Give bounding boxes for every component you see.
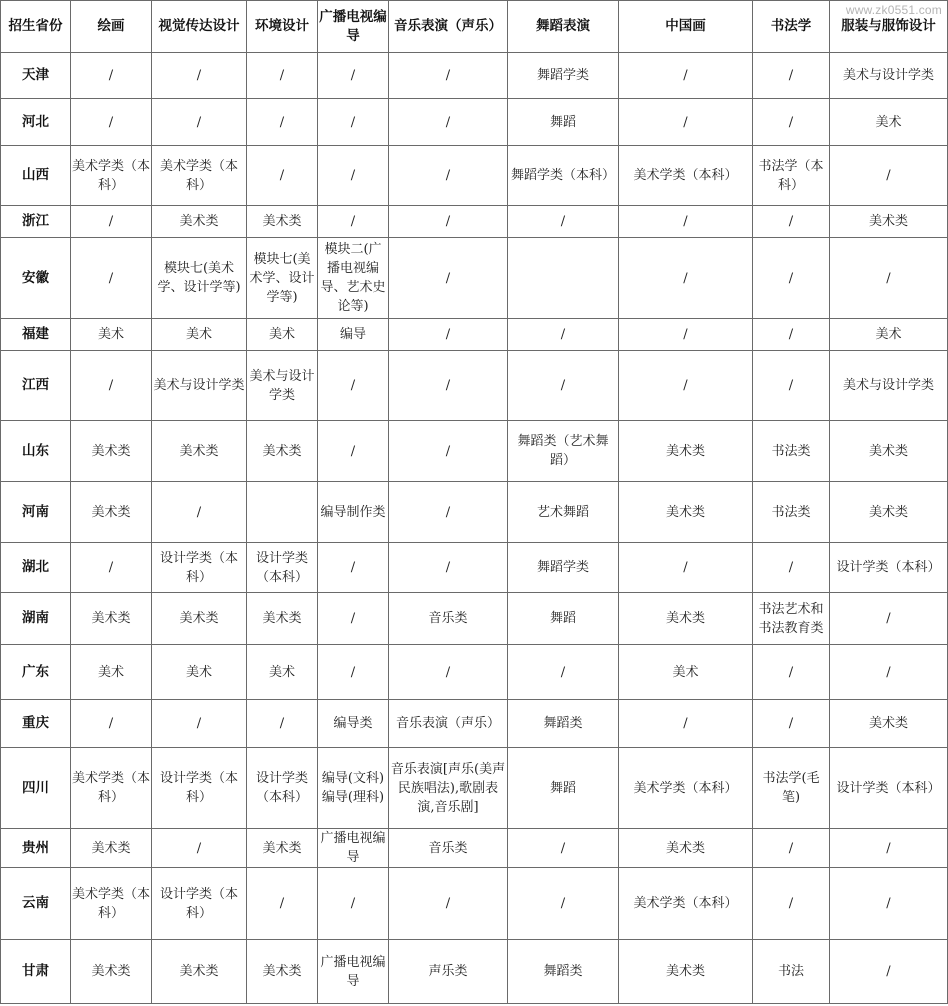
table-cell: 书法类 xyxy=(753,421,830,482)
table-cell: / xyxy=(508,868,619,940)
table-cell: 美术类 xyxy=(619,482,753,543)
table-row xyxy=(1,238,948,319)
table-cell: 美术学类（本科） xyxy=(619,868,753,940)
table-cell: 书法学（本科） xyxy=(753,146,830,206)
table-row xyxy=(1,99,948,146)
table-cell: / xyxy=(753,829,830,868)
table-cell: / xyxy=(830,868,948,940)
table-cell: 美术类 xyxy=(247,206,318,238)
header-row xyxy=(1,1,948,53)
table-cell: / xyxy=(508,645,619,700)
column-header: 招生省份 xyxy=(1,1,71,53)
table-cell: 美术学类（本科） xyxy=(152,146,247,206)
table-cell: / xyxy=(619,99,753,146)
table-cell: 美术类 xyxy=(71,482,152,543)
table-cell: 舞蹈类 xyxy=(508,940,619,1004)
table-cell: / xyxy=(318,351,389,421)
table-cell: / xyxy=(753,543,830,593)
table-cell: / xyxy=(389,421,508,482)
table-cell: / xyxy=(152,482,247,543)
table-cell: 书法艺术和书法教育类 xyxy=(753,593,830,645)
table-cell: 舞蹈 xyxy=(508,748,619,829)
table-cell: 美术 xyxy=(830,99,948,146)
table-cell: / xyxy=(71,543,152,593)
province-cell: 贵州 xyxy=(1,829,71,868)
table-cell: / xyxy=(247,99,318,146)
table-cell: 模块七(美术学、设计学等) xyxy=(152,238,247,319)
table-cell: / xyxy=(619,543,753,593)
table-cell: 设计学类（本科） xyxy=(247,543,318,593)
table-cell: 美术 xyxy=(71,645,152,700)
table-cell: 美术类 xyxy=(619,593,753,645)
table-row xyxy=(1,748,948,829)
table-cell: 美术 xyxy=(152,645,247,700)
table-cell: / xyxy=(318,593,389,645)
table-cell: / xyxy=(753,351,830,421)
province-cell: 浙江 xyxy=(1,206,71,238)
table-row xyxy=(1,482,948,543)
table-cell: / xyxy=(619,238,753,319)
table-cell: / xyxy=(389,53,508,99)
table-cell: 美术类 xyxy=(71,940,152,1004)
table-cell: / xyxy=(152,829,247,868)
table-cell: 编导类 xyxy=(318,700,389,748)
table-row xyxy=(1,700,948,748)
table-cell: 美术 xyxy=(247,645,318,700)
column-header: 广播电视编导 xyxy=(318,1,389,53)
table-cell: / xyxy=(619,206,753,238)
table-cell: 美术 xyxy=(152,319,247,351)
table-cell: / xyxy=(830,146,948,206)
table-cell: 舞蹈学类 xyxy=(508,543,619,593)
table-cell: 广播电视编导 xyxy=(318,940,389,1004)
table-cell: 舞蹈 xyxy=(508,593,619,645)
table-cell: 设计学类（本科） xyxy=(247,748,318,829)
table-cell: / xyxy=(830,645,948,700)
province-cell: 湖北 xyxy=(1,543,71,593)
table-cell: 美术 xyxy=(619,645,753,700)
table-row xyxy=(1,543,948,593)
table-cell: / xyxy=(152,53,247,99)
table-row xyxy=(1,940,948,1004)
table-cell: 美术类 xyxy=(71,593,152,645)
table-cell: / xyxy=(247,868,318,940)
table-cell: 美术类 xyxy=(619,940,753,1004)
table-cell: 美术与设计学类 xyxy=(247,351,318,421)
table-cell: / xyxy=(830,829,948,868)
table-cell: / xyxy=(508,829,619,868)
table-cell: 美术学类（本科） xyxy=(71,146,152,206)
table-cell: 美术 xyxy=(247,319,318,351)
table-cell: / xyxy=(753,206,830,238)
table-cell: / xyxy=(389,238,508,319)
table-cell: / xyxy=(389,482,508,543)
table-cell: / xyxy=(247,53,318,99)
table-cell: 模块七(美术学、设计学等) xyxy=(247,238,318,319)
table-cell: 舞蹈 xyxy=(508,99,619,146)
table-cell: / xyxy=(389,146,508,206)
table-cell: / xyxy=(619,700,753,748)
table-cell: / xyxy=(619,53,753,99)
table-cell: 美术类 xyxy=(71,829,152,868)
table-cell: 美术 xyxy=(830,319,948,351)
table-cell: 美术类 xyxy=(152,421,247,482)
table-cell: / xyxy=(318,868,389,940)
table-row xyxy=(1,351,948,421)
table-cell: / xyxy=(318,421,389,482)
table-cell: 美术与设计学类 xyxy=(830,53,948,99)
table-cell: / xyxy=(318,146,389,206)
table-row xyxy=(1,421,948,482)
table-cell: 舞蹈类 xyxy=(508,700,619,748)
table-cell: / xyxy=(318,99,389,146)
table-cell: / xyxy=(389,868,508,940)
table-cell: 设计学类（本科） xyxy=(830,543,948,593)
table-cell: / xyxy=(389,206,508,238)
table-cell: / xyxy=(152,700,247,748)
table-cell: 美术学类（本科） xyxy=(619,748,753,829)
table-cell: 书法类 xyxy=(753,482,830,543)
table-cell: 美术类 xyxy=(152,593,247,645)
table-cell: 艺术舞蹈 xyxy=(508,482,619,543)
table-cell: 设计学类（本科） xyxy=(830,748,948,829)
province-cell: 广东 xyxy=(1,645,71,700)
table-cell: 美术类 xyxy=(830,206,948,238)
table-cell: / xyxy=(71,238,152,319)
table-cell: / xyxy=(619,351,753,421)
table-cell: / xyxy=(753,645,830,700)
table-cell: / xyxy=(71,700,152,748)
table-cell: / xyxy=(318,206,389,238)
province-cell: 山西 xyxy=(1,146,71,206)
table-cell: 舞蹈类（艺术舞蹈） xyxy=(508,421,619,482)
table-cell: 设计学类（本科） xyxy=(152,868,247,940)
table-cell: / xyxy=(508,351,619,421)
table-cell: / xyxy=(753,868,830,940)
table-cell: 美术类 xyxy=(830,482,948,543)
province-cell: 重庆 xyxy=(1,700,71,748)
province-cell: 湖南 xyxy=(1,593,71,645)
table-cell: / xyxy=(389,99,508,146)
table-cell: / xyxy=(619,319,753,351)
table-body xyxy=(1,53,948,1004)
table-cell: / xyxy=(318,543,389,593)
column-header: 舞蹈表演 xyxy=(508,1,619,53)
table-cell: 书法 xyxy=(753,940,830,1004)
table-cell: / xyxy=(389,543,508,593)
table-header xyxy=(1,1,948,53)
table-cell: 美术类 xyxy=(247,829,318,868)
table-cell: 模块二(广播电视编导、艺术史论等) xyxy=(318,238,389,319)
watermark: www.zk0551.com xyxy=(845,3,942,17)
table-cell: 美术类 xyxy=(247,593,318,645)
table-cell: 音乐表演[声乐(美声民族唱法),歌剧表演,音乐剧] xyxy=(389,748,508,829)
table-row xyxy=(1,868,948,940)
table-cell: 美术类 xyxy=(619,421,753,482)
table-cell: 美术与设计学类 xyxy=(830,351,948,421)
province-cell: 山东 xyxy=(1,421,71,482)
table-cell: 音乐类 xyxy=(389,593,508,645)
table-cell: / xyxy=(318,645,389,700)
column-header: 视觉传达设计 xyxy=(152,1,247,53)
table-cell: 设计学类（本科） xyxy=(152,543,247,593)
table-cell: / xyxy=(508,206,619,238)
province-cell: 福建 xyxy=(1,319,71,351)
column-header: 绘画 xyxy=(71,1,152,53)
table-row xyxy=(1,829,948,868)
table-cell: 美术类 xyxy=(830,700,948,748)
table-cell: 美术学类（本科） xyxy=(71,868,152,940)
table-cell: 美术类 xyxy=(619,829,753,868)
province-cell: 甘肃 xyxy=(1,940,71,1004)
province-cell: 河北 xyxy=(1,99,71,146)
table-cell: / xyxy=(508,319,619,351)
province-cell: 江西 xyxy=(1,351,71,421)
table-cell: / xyxy=(753,99,830,146)
table-cell: 美术类 xyxy=(152,206,247,238)
table-cell: / xyxy=(389,319,508,351)
column-header: 书法学 xyxy=(753,1,830,53)
table-row xyxy=(1,53,948,99)
table-cell: 美术类 xyxy=(247,940,318,1004)
table-cell: 美术 xyxy=(71,319,152,351)
table-cell: 音乐类 xyxy=(389,829,508,868)
table-cell: / xyxy=(318,53,389,99)
table-cell: 编导制作类 xyxy=(318,482,389,543)
table-row xyxy=(1,206,948,238)
table-cell: / xyxy=(753,319,830,351)
table-cell: 美术类 xyxy=(71,421,152,482)
column-header: 音乐表演（声乐） xyxy=(389,1,508,53)
table-cell: / xyxy=(753,53,830,99)
column-header: 中国画 xyxy=(619,1,753,53)
column-header: 环境设计 xyxy=(247,1,318,53)
table-cell: / xyxy=(71,206,152,238)
table-cell: 舞蹈学类 xyxy=(508,53,619,99)
table-cell: 编导 xyxy=(318,319,389,351)
table-cell: / xyxy=(753,238,830,319)
table-row xyxy=(1,146,948,206)
table-cell: 美术类 xyxy=(830,421,948,482)
table-cell: / xyxy=(247,146,318,206)
table-cell: / xyxy=(389,645,508,700)
table-cell: / xyxy=(71,99,152,146)
column-header: 服装与服饰设计 xyxy=(830,1,948,53)
province-cell: 天津 xyxy=(1,53,71,99)
table-cell: 美术类 xyxy=(152,940,247,1004)
province-cell: 河南 xyxy=(1,482,71,543)
table-cell: 美术学类（本科） xyxy=(619,146,753,206)
table-cell: / xyxy=(152,99,247,146)
table-row xyxy=(1,593,948,645)
table-cell: / xyxy=(753,700,830,748)
table-cell: 广播电视编导 xyxy=(318,829,389,868)
table-cell: 美术类 xyxy=(247,421,318,482)
table-cell: / xyxy=(247,700,318,748)
table-cell xyxy=(508,238,619,319)
province-cell: 云南 xyxy=(1,868,71,940)
table-row xyxy=(1,645,948,700)
table-cell: / xyxy=(71,53,152,99)
table-cell: 美术与设计学类 xyxy=(152,351,247,421)
table-cell: / xyxy=(71,351,152,421)
province-cell: 安徽 xyxy=(1,238,71,319)
table-cell: 音乐表演（声乐） xyxy=(389,700,508,748)
table-cell: 美术学类（本科） xyxy=(71,748,152,829)
table-cell: 书法学(毛笔) xyxy=(753,748,830,829)
table-cell: / xyxy=(830,238,948,319)
table-cell: 声乐类 xyxy=(389,940,508,1004)
table-cell xyxy=(247,482,318,543)
province-cell: 四川 xyxy=(1,748,71,829)
table-cell: 设计学类（本科） xyxy=(152,748,247,829)
table-cell: 编导(文科)编导(理科) xyxy=(318,748,389,829)
table-cell: / xyxy=(389,351,508,421)
table-row xyxy=(1,319,948,351)
table-cell: / xyxy=(830,593,948,645)
table-cell: 舞蹈学类（本科） xyxy=(508,146,619,206)
table-cell: / xyxy=(830,940,948,1004)
